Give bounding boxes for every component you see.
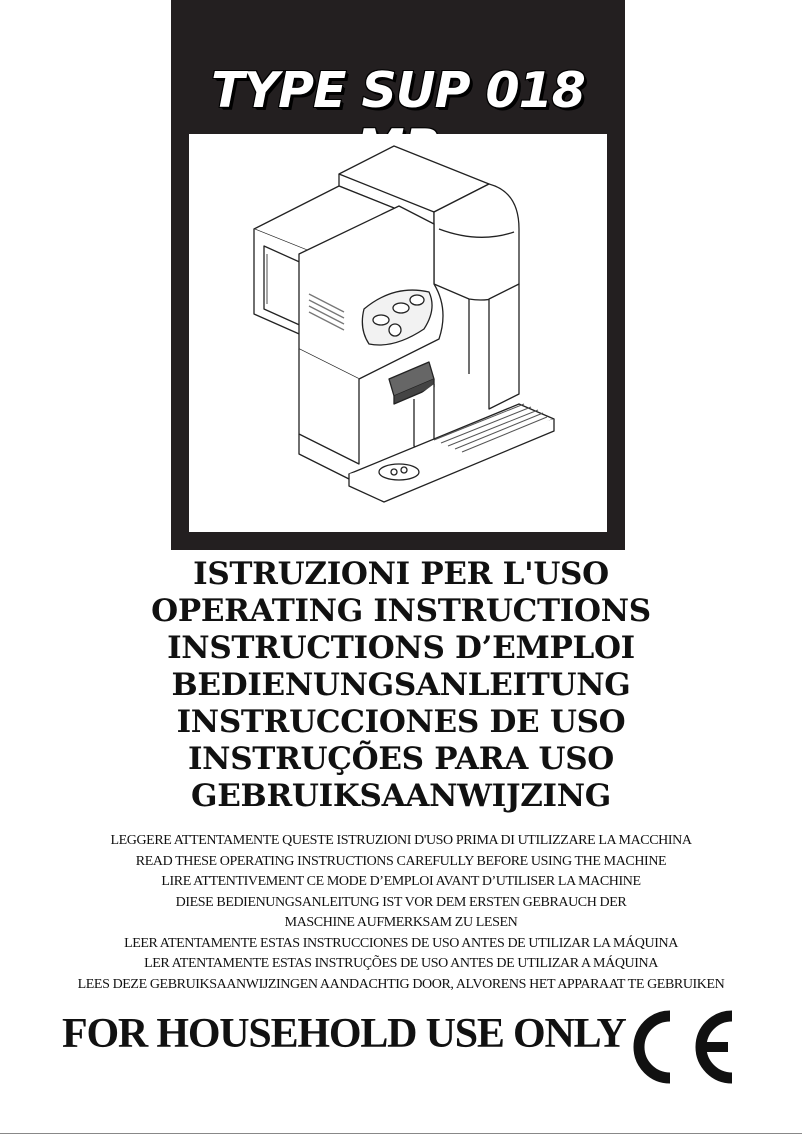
model-title: TYPE SUP 018 — [211, 62, 585, 119]
coffee-machine-illustration — [189, 134, 607, 532]
note-english: READ THESE OPERATING INSTRUCTIONS CAREFULLY BEFORE USING THE MACHINE — [135, 853, 667, 869]
note-portuguese: LER ATENTAMENTE ESTAS INSTRUÇÕES DE USO ANTES DE UTILIZAR A MÁQUINA — [144, 956, 658, 971]
cover-block — [171, 0, 625, 550]
note-italian: LEGGERE ATTENTAMENTE QUESTE ISTRUZIONI D'USO PRIMA DI UTILIZZARE LA MACCHINA — [110, 833, 692, 848]
title-spanish: INSTRUCCIONES DE USO — [176, 704, 626, 740]
ce-mark-icon — [620, 1010, 738, 1084]
title-portuguese: INSTRUÇÕES PARA USO — [187, 741, 614, 777]
note-french: LIRE ATTENTIVEMENT CE MODE D’EMPLOI AVANT D’UTILISER LA MACHINE — [161, 874, 641, 889]
title-english: OPERATING INSTRUCTIONS — [151, 593, 651, 629]
note-dutch: LEES DEZE GEBRUIKSAANWIJZINGEN AANDACHTIG DOOR, ALVORENS HET APPARAAT TE GEBRUIKEN — [77, 976, 725, 992]
title-french: INSTRUCTIONS D’EMPLOI — [167, 630, 635, 666]
titles-block — [0, 556, 802, 815]
notes-block — [0, 831, 802, 995]
title-dutch: GEBRUIKSAANWIJZING — [191, 778, 611, 814]
household-use-label: FOR HOUSEHOLD USE ONLY — [62, 1011, 626, 1057]
note-german-line1: DIESE BEDIENUNGSANLEITUNG IST VOR DEM ERSTEN GEBRAUCH DER — [175, 894, 627, 910]
note-spanish: LEER ATENTAMENTE ESTAS INSTRUCCIONES DE USO ANTES DE UTILIZAR LA MÁQUINA — [124, 935, 678, 951]
title-italian: ISTRUZIONI PER L'USO — [193, 556, 609, 592]
note-german-line2: MASCHINE AUFMERKSAM ZU LESEN — [284, 915, 518, 930]
title-german: BEDIENUNGSANLEITUNG — [171, 667, 631, 703]
bottom-rule — [0, 1133, 802, 1134]
